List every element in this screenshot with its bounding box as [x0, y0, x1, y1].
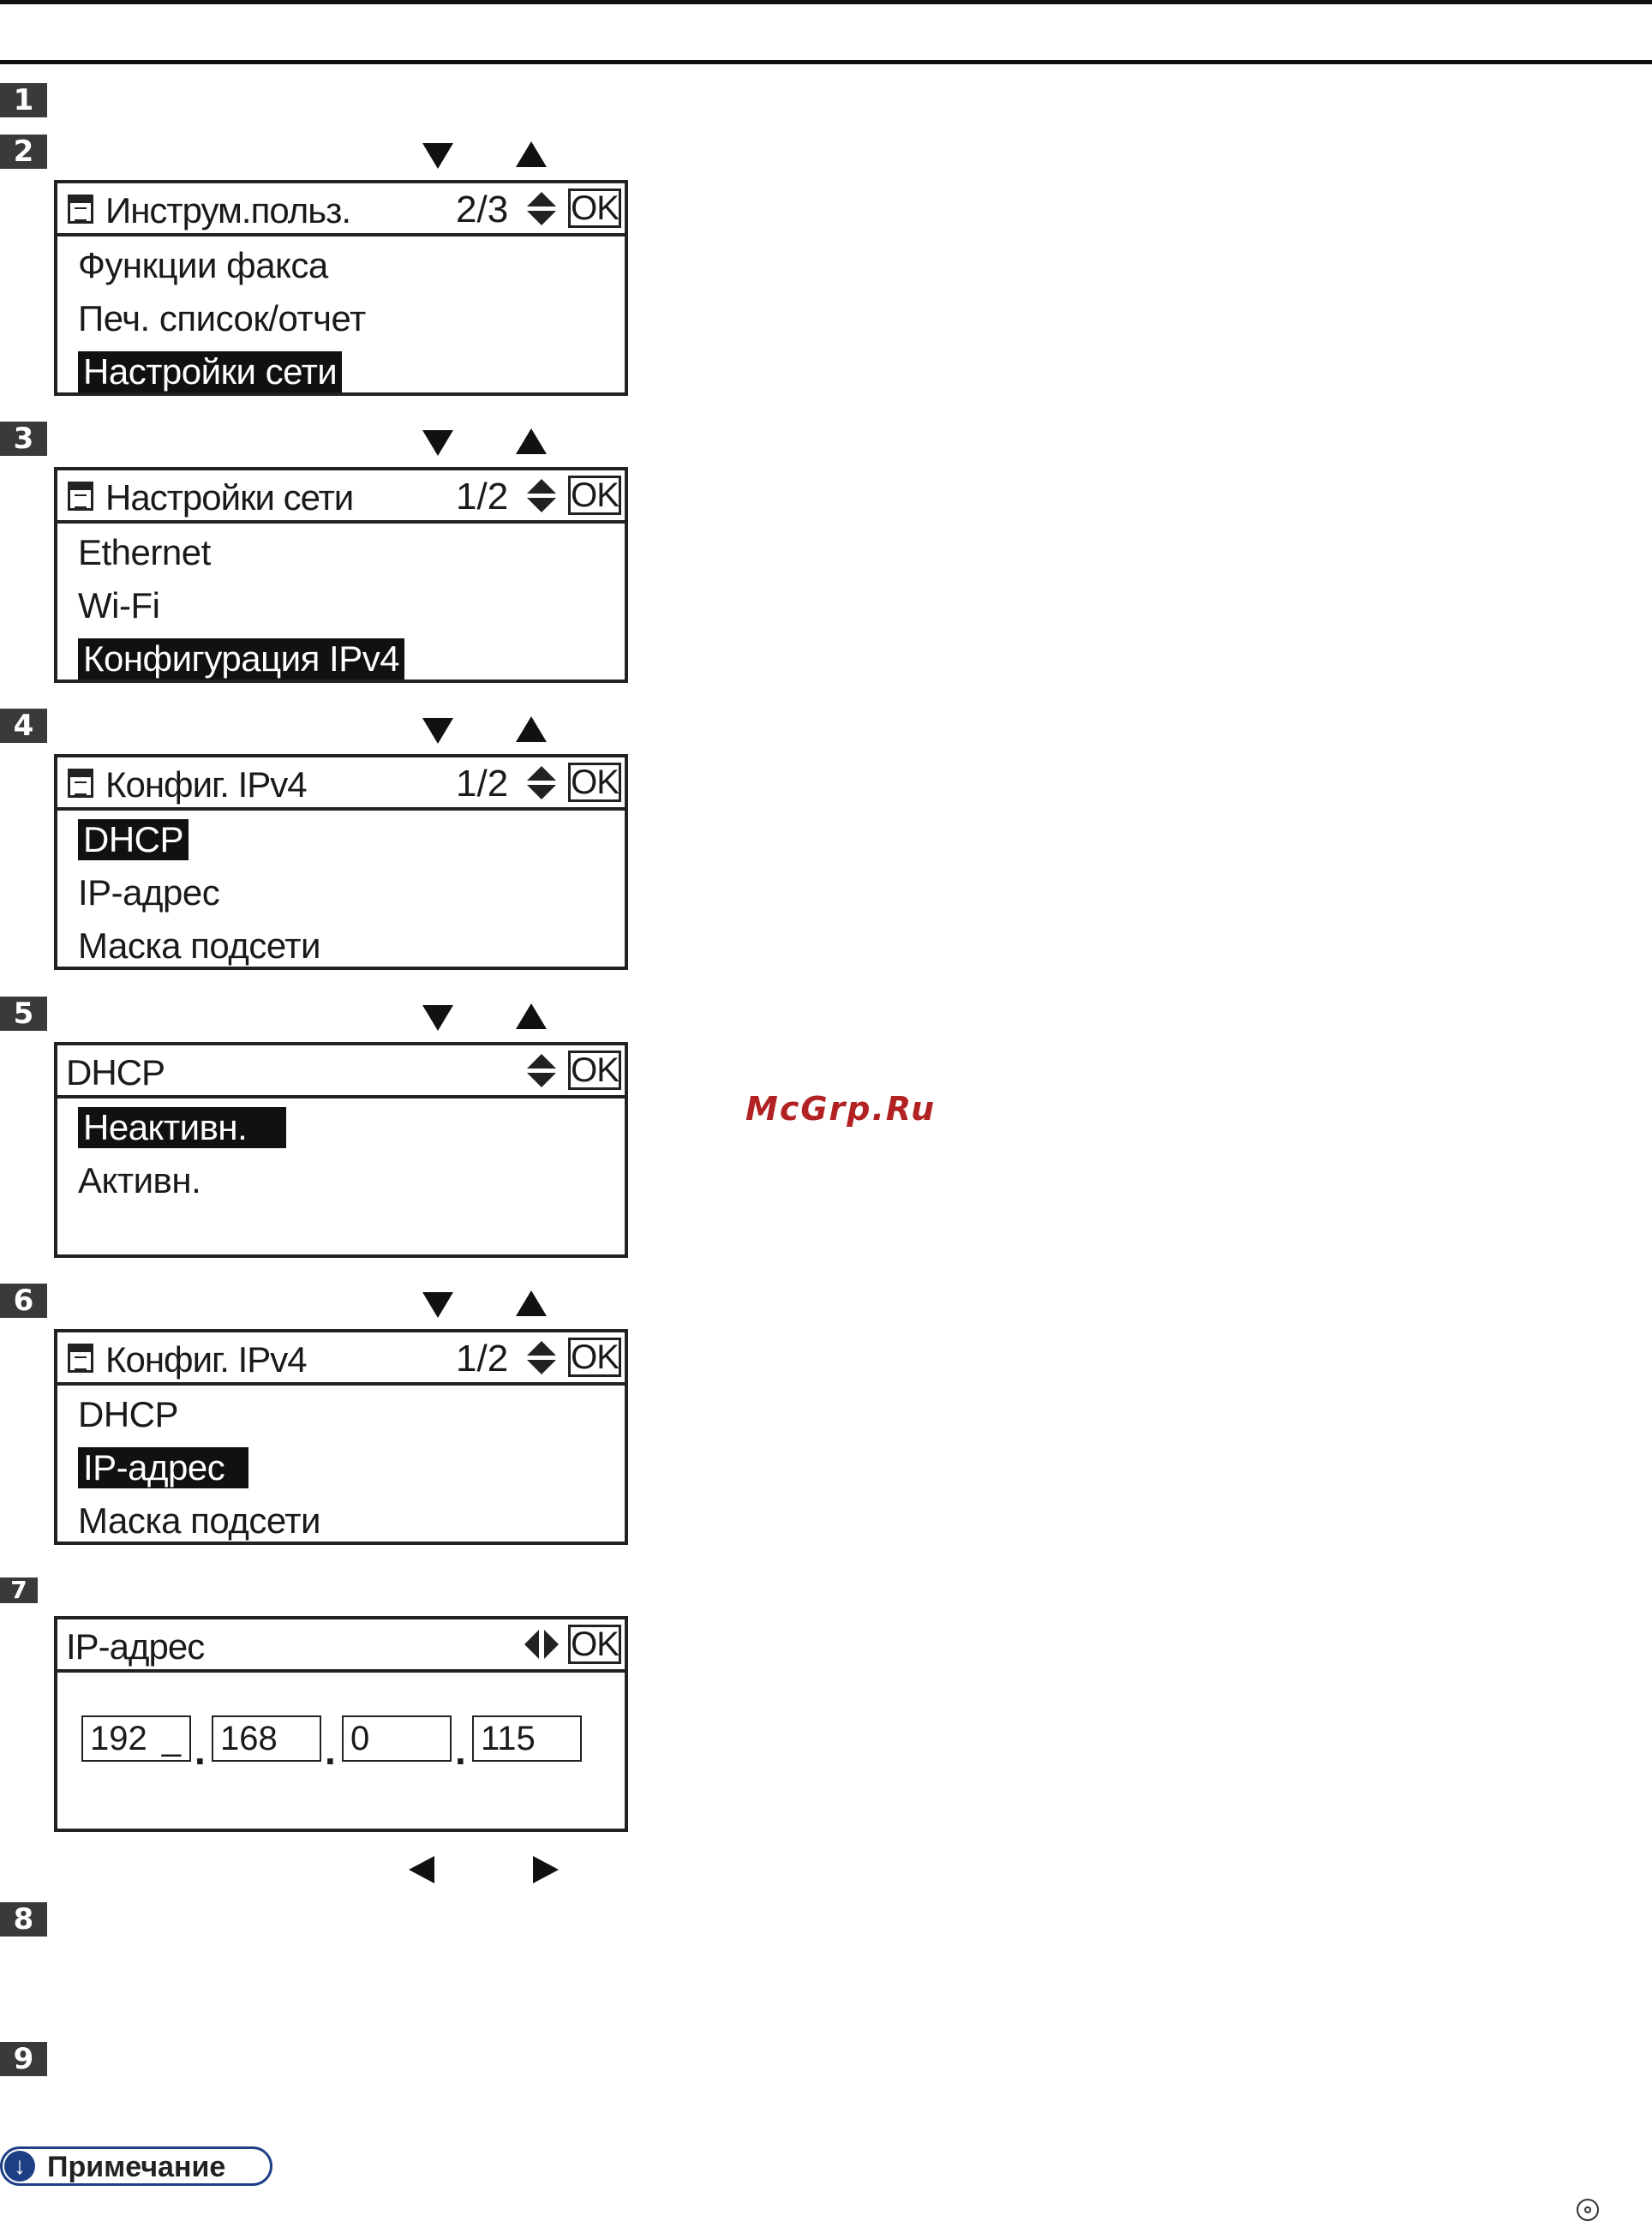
ip-octet-4[interactable]	[472, 1715, 582, 1762]
page-indicator: 1/2	[456, 476, 509, 518]
ip-octet-value: 168	[220, 1720, 278, 1757]
ip-dot: .	[195, 1728, 206, 1773]
up-down-icon	[527, 1054, 556, 1088]
lcd-screen-network	[54, 467, 628, 683]
step-badge-4: 4	[0, 709, 47, 743]
menu-item-selected[interactable]: Настройки сети	[78, 351, 342, 392]
menu-item[interactable]: IP-адрес	[78, 872, 220, 913]
menu-item[interactable]: Ethernet	[78, 532, 211, 572]
ip-octet-3[interactable]	[342, 1715, 452, 1762]
ok-key[interactable]: OK	[568, 1338, 621, 1377]
down-arrow-icon	[422, 1292, 453, 1318]
menu-item-selected[interactable]: DHCP	[78, 819, 189, 860]
ok-key[interactable]: OK	[568, 1051, 621, 1090]
lcd-screen-ip-address	[54, 1616, 628, 1832]
down-arrow-icon	[422, 718, 453, 744]
down-arrow-icon	[422, 143, 453, 169]
step-badge-2: 2	[0, 135, 47, 169]
lcd-header	[57, 470, 625, 524]
menu-item[interactable]: Маска подсети	[78, 1500, 320, 1541]
left-arrow-icon	[409, 1856, 434, 1883]
menu-icon	[68, 1344, 93, 1373]
up-arrow-icon	[516, 1003, 547, 1029]
menu-item-selected[interactable]: Неактивн.	[78, 1107, 286, 1148]
step-badge-8: 8	[0, 1902, 47, 1937]
step-badge-3: 3	[0, 422, 47, 456]
lcd-screen-tools	[54, 180, 628, 396]
header-rule	[0, 60, 1652, 64]
lcd-title: DHCP	[66, 1052, 165, 1093]
lcd-title: Конфиг. IPv4	[105, 1339, 307, 1380]
ip-octet-2[interactable]	[212, 1715, 321, 1762]
up-arrow-icon	[516, 1290, 547, 1316]
up-down-icon	[527, 1341, 556, 1375]
lcd-screen-ipv4-config-2	[54, 1329, 628, 1545]
menu-item[interactable]: DHCP	[78, 1394, 179, 1434]
menu-icon	[68, 769, 93, 798]
lcd-title: Настройки сети	[105, 477, 354, 518]
up-arrow-icon	[516, 428, 547, 454]
down-arrow-circle-icon: ↓	[4, 2151, 35, 2182]
menu-item[interactable]: Wi-Fi	[78, 585, 160, 626]
lcd-header	[57, 1045, 625, 1099]
down-arrow-icon	[422, 1005, 453, 1031]
down-arrow-icon	[422, 430, 453, 456]
right-arrow-icon	[533, 1856, 559, 1883]
ok-key[interactable]: OK	[568, 1625, 621, 1664]
ok-key[interactable]: OK	[568, 763, 621, 802]
lcd-header	[57, 757, 625, 811]
ip-octet-value: 192	[90, 1720, 147, 1757]
lcd-header	[57, 1332, 625, 1386]
lcd-screen-ipv4-config	[54, 754, 628, 970]
menu-item[interactable]: Функции факса	[78, 245, 328, 285]
step-badge-6: 6	[0, 1284, 47, 1318]
ip-dot: .	[455, 1728, 466, 1773]
lcd-title: Конфиг. IPv4	[105, 764, 307, 805]
watermark: McGrp.Ru	[745, 1090, 937, 1128]
lcd-title: IP-адрес	[66, 1626, 205, 1667]
ok-key[interactable]: OK	[568, 189, 621, 228]
ip-octet-1[interactable]	[81, 1715, 191, 1762]
up-down-icon	[527, 192, 556, 226]
lcd-title: Инструм.польз.	[105, 190, 351, 230]
menu-item[interactable]: Печ. список/отчет	[78, 298, 366, 338]
cd-icon	[1577, 2199, 1599, 2221]
menu-item[interactable]: Активн.	[78, 1160, 201, 1200]
page-indicator: 1/2	[456, 763, 509, 805]
step-badge-5: 5	[0, 997, 47, 1031]
page-indicator: 1/2	[456, 1338, 509, 1380]
menu-item[interactable]: Маска подсети	[78, 925, 320, 966]
ok-key[interactable]: OK	[568, 476, 621, 515]
page-indicator: 2/3	[456, 189, 509, 230]
up-arrow-icon	[516, 716, 547, 742]
left-right-icon	[524, 1630, 560, 1659]
ip-dot: .	[325, 1728, 336, 1773]
menu-item-selected[interactable]: Конфигурация IPv4	[78, 638, 404, 679]
step-badge-1: 1	[0, 83, 47, 117]
menu-icon	[68, 195, 93, 224]
top-rule	[0, 0, 1652, 4]
menu-icon	[68, 482, 93, 511]
note-label: Примечание	[47, 2151, 226, 2183]
note-banner	[0, 2146, 272, 2186]
step-badge-9: 9	[0, 2042, 47, 2076]
step-badge-7: 7	[0, 1577, 38, 1603]
up-arrow-icon	[516, 141, 547, 167]
cursor: _	[161, 1720, 182, 1757]
up-down-icon	[527, 766, 556, 800]
ip-octet-value: 0	[350, 1720, 370, 1757]
lcd-header	[57, 183, 625, 236]
lcd-header	[57, 1619, 625, 1673]
up-down-icon	[527, 479, 556, 513]
menu-item-selected[interactable]: IP-адрес	[78, 1447, 248, 1488]
lcd-screen-dhcp	[54, 1042, 628, 1258]
ip-octet-value: 115	[481, 1720, 536, 1757]
